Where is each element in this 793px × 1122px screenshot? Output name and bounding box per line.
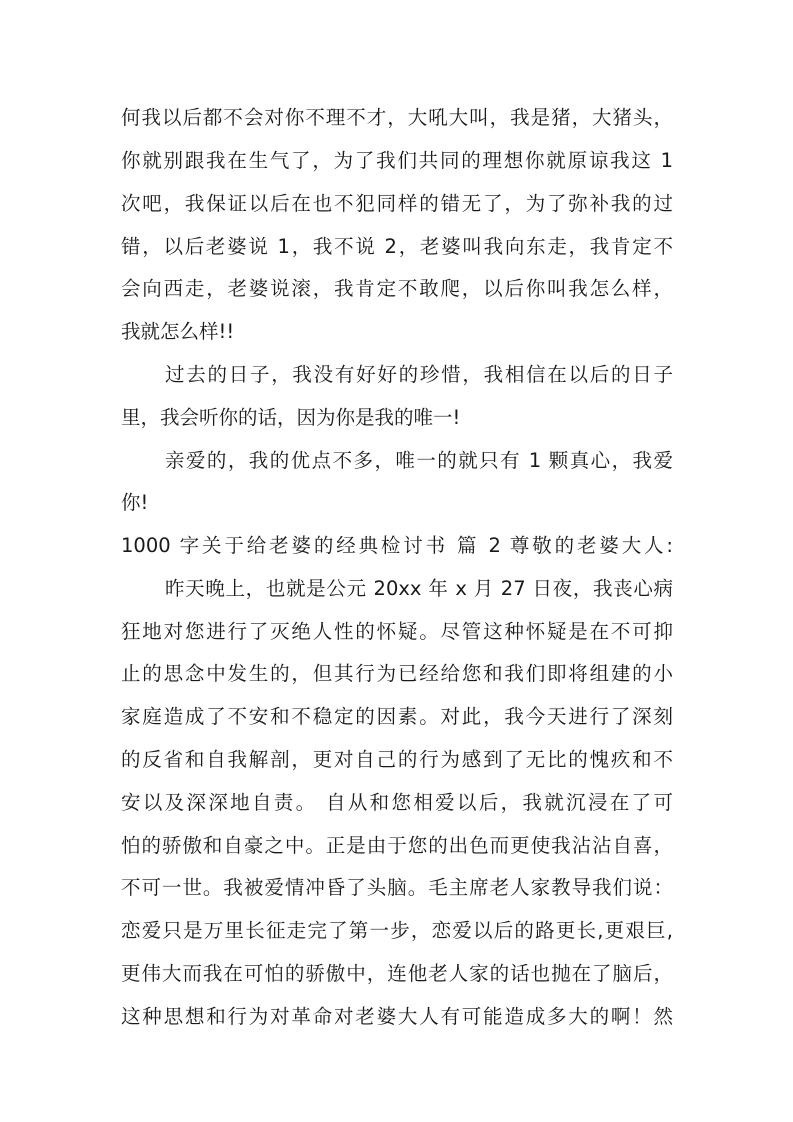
text-line: 次吧，我保证以后在也不犯同样的错无了，为了弥补我的过 <box>121 192 673 215</box>
text-line: 何我以后都不会对你不理不才，大吼大叫，我是猪，大猪头， <box>121 106 673 129</box>
text-line: 亲爱的，我的优点不多，唯一的就只有 1 颗真心，我爱 <box>165 449 673 472</box>
text-line: 安以及深深地自责。 自从和您相爱以后，我就沉浸在了可 <box>121 791 673 814</box>
text-line: 过去的日子，我没有好好的珍惜，我相信在以后的日子 <box>165 363 673 386</box>
text-line: 止的思念中发生的，但其行为已经给您和我们即将组建的小 <box>121 662 673 685</box>
text-line: 不可一世。我被爱情冲昏了头脑。毛主席老人家教导我们说： <box>121 876 673 899</box>
text-line: 恋爱只是万里长征走完了第一步，恋爱以后的路更长,更艰巨, <box>121 919 673 942</box>
text-line: 狂地对您进行了灭绝人性的怀疑。尽管这种怀疑是在不可抑 <box>121 620 673 643</box>
text-line: 会向西走，老婆说滚，我肯定不敢爬，以后你叫我怎么样， <box>121 277 673 300</box>
text-line: 家庭造成了不安和不稳定的因素。对此，我今天进行了深刻 <box>121 705 673 728</box>
text-line: 更伟大而我在可怕的骄傲中，连他老人家的话也抛在了脑后， <box>121 962 673 985</box>
text-line: 的反省和自我解剖，更对自己的行为感到了无比的愧疚和不 <box>121 748 673 771</box>
text-line: 怕的骄傲和自豪之中。正是由于您的出色而更使我沾沾自喜， <box>121 834 673 857</box>
text-line: 你就别跟我在生气了，为了我们共同的理想你就原谅我这 1 <box>121 149 673 172</box>
section-heading-line: 1000 字关于给老婆的经典检讨书 篇 2 尊敬的老婆大人: <box>121 534 673 557</box>
text-line: 昨天晚上，也就是公元 20xx 年 x 月 27 日夜，我丧心病 <box>165 577 673 600</box>
text-line: 我就怎么样!! <box>121 320 235 343</box>
text-line: 你! <box>121 491 149 514</box>
text-line: 里，我会听你的话，因为你是我的唯一! <box>121 406 461 429</box>
text-line: 这种思想和行为对革命对老婆大人有可能造成多大的啊！然 <box>121 1005 673 1028</box>
text-line: 错，以后老婆说 1，我不说 2，老婆叫我向东走，我肯定不 <box>121 235 673 258</box>
